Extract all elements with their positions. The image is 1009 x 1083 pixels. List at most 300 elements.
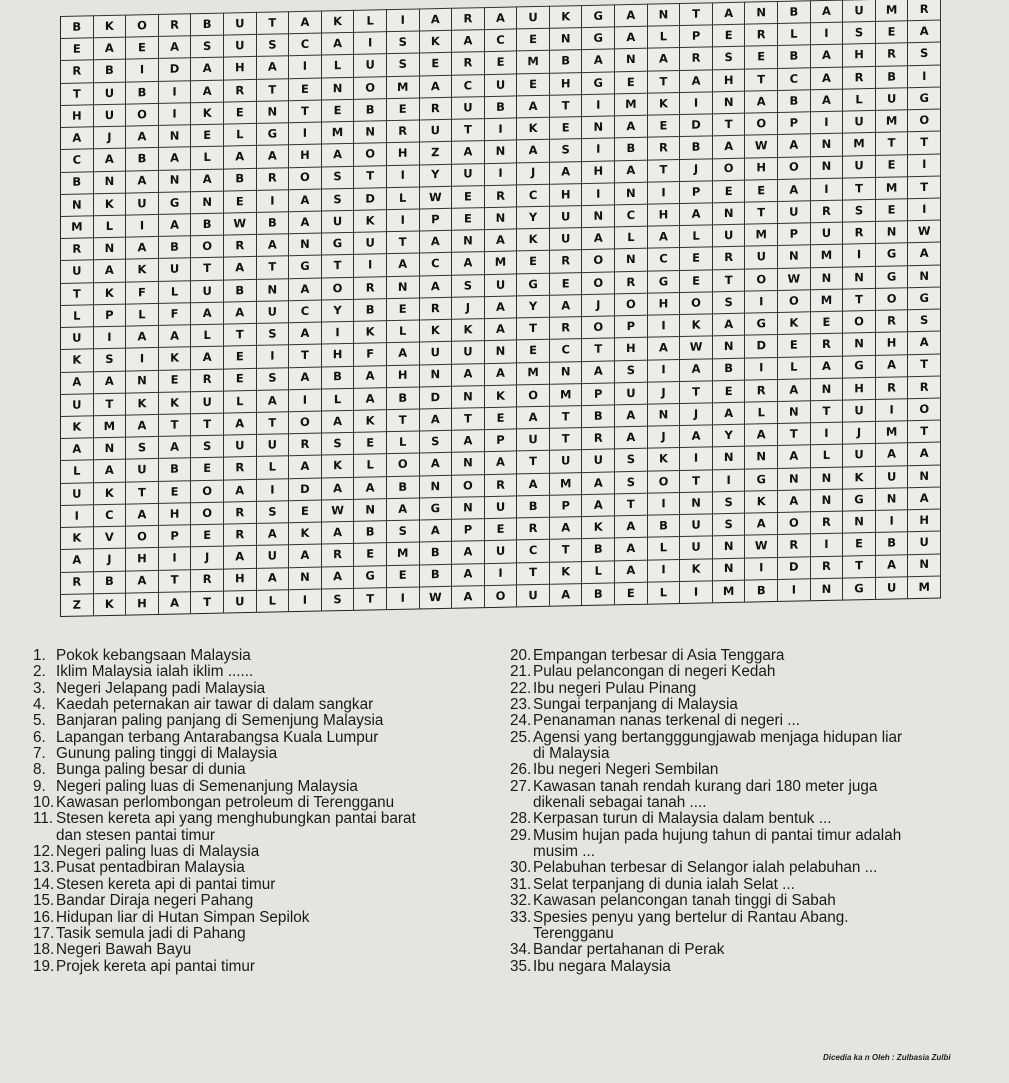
grid-cell: K — [94, 481, 127, 504]
grid-cell: H — [648, 203, 681, 226]
grid-cell: S — [94, 348, 127, 371]
grid-cell: A — [876, 354, 909, 377]
grid-cell: T — [322, 254, 355, 277]
grid-cell: S — [322, 588, 355, 611]
grid-cell: A — [876, 443, 909, 466]
grid-cell: U — [811, 222, 844, 245]
grid-cell: G — [257, 122, 290, 145]
grid-cell: K — [94, 281, 127, 304]
grid-cell: U — [680, 513, 713, 536]
grid-cell: T — [843, 554, 876, 577]
clue-list-left — [33, 648, 503, 975]
grid-cell: R — [191, 568, 224, 591]
clue-item — [33, 713, 503, 729]
grid-cell: R — [322, 543, 355, 566]
grid-cell: A — [680, 202, 713, 225]
grid-cell: A — [159, 591, 192, 614]
clue-number: 20. — [510, 647, 532, 664]
grid-cell: N — [485, 206, 518, 229]
grid-cell: A — [322, 476, 355, 499]
grid-cell: T — [61, 282, 94, 305]
grid-cell: O — [582, 249, 615, 272]
grid-cell: T — [517, 561, 550, 584]
grid-cell: D — [159, 58, 192, 81]
grid-cell: U — [420, 119, 453, 142]
grid-cell: M — [61, 215, 94, 238]
grid-cell: A — [159, 35, 192, 58]
grid-cell: M — [387, 75, 420, 98]
grid-cell: R — [876, 309, 909, 332]
grid-cell: E — [61, 38, 94, 61]
grid-cell: R — [550, 316, 583, 339]
grid-cell: K — [126, 258, 159, 281]
grid-cell: S — [322, 165, 355, 188]
grid-cell: K — [354, 209, 387, 232]
grid-cell: H — [289, 144, 322, 167]
grid-cell: S — [550, 138, 583, 161]
grid-cell: O — [843, 310, 876, 333]
grid-cell: A — [452, 140, 485, 163]
grid-cell: Z — [61, 593, 94, 616]
grid-cell: T — [191, 413, 224, 436]
grid-cell: T — [289, 99, 322, 122]
grid-cell: I — [289, 122, 322, 145]
grid-cell: U — [876, 87, 909, 110]
grid-cell: I — [876, 398, 909, 421]
grid-cell: A — [615, 26, 648, 49]
grid-cell: E — [713, 179, 746, 202]
grid-cell: P — [550, 494, 583, 517]
grid-cell: U — [257, 545, 290, 568]
clue-text: Pelabuhan terbesar di Selangor ialah pelabuhan ... — [533, 859, 878, 877]
grid-cell: L — [191, 146, 224, 169]
grid-cell: T — [680, 380, 713, 403]
grid-cell: A — [126, 125, 159, 148]
grid-cell: L — [680, 225, 713, 248]
grid-cell: E — [224, 345, 257, 368]
grid-cell: T — [648, 70, 681, 93]
grid-cell: W — [224, 212, 257, 235]
clue-text: Pusat pentadbiran Malaysia — [56, 859, 245, 877]
grid-cell: A — [582, 360, 615, 383]
grid-cell: T — [289, 344, 322, 367]
grid-cell: U — [680, 536, 713, 559]
clue-text: Kawasan pelancongan tanah tinggi di Sabah — [533, 892, 836, 910]
grid-cell: C — [485, 29, 518, 52]
grid-cell: U — [354, 231, 387, 254]
grid-cell: I — [354, 31, 387, 54]
grid-cell: B — [257, 211, 290, 234]
grid-cell: U — [257, 300, 290, 323]
grid-cell: F — [126, 281, 159, 304]
grid-cell: S — [322, 188, 355, 211]
grid-cell: H — [582, 160, 615, 183]
grid-cell: L — [648, 536, 681, 559]
grid-cell: U — [615, 381, 648, 404]
grid-cell: O — [778, 511, 811, 534]
grid-cell: G — [354, 565, 387, 588]
grid-cell: A — [224, 301, 257, 324]
clue-number: 25. — [510, 728, 532, 746]
grid-cell: R — [778, 534, 811, 557]
grid-cell: B — [224, 279, 257, 302]
clue-item — [33, 959, 503, 975]
grid-cell: N — [257, 278, 290, 301]
grid-cell: H — [713, 68, 746, 91]
grid-cell: R — [811, 333, 844, 356]
clue-number: 7. — [33, 745, 46, 763]
grid-cell: N — [648, 3, 681, 26]
grid-cell: U — [61, 260, 94, 283]
grid-cell: E — [354, 431, 387, 454]
grid-cell: R — [387, 120, 420, 143]
grid-cell: C — [517, 184, 550, 207]
grid-cell: R — [582, 427, 615, 450]
grid-cell: I — [126, 58, 159, 81]
grid-cell: U — [452, 340, 485, 363]
clue-item — [510, 681, 995, 697]
grid-cell: A — [908, 331, 941, 354]
grid-cell: A — [582, 227, 615, 250]
grid-cell: R — [908, 375, 941, 398]
grid-cell: N — [420, 363, 453, 386]
grid-cell: K — [289, 522, 322, 545]
grid-cell: K — [159, 391, 192, 414]
grid-cell: I — [582, 138, 615, 161]
clue-number: 19. — [33, 957, 55, 975]
grid-cell: S — [257, 33, 290, 56]
grid-cell: O — [648, 470, 681, 493]
grid-cell: B — [876, 65, 909, 88]
grid-cell: P — [680, 25, 713, 48]
grid-cell: G — [322, 232, 355, 255]
grid-cell: O — [191, 235, 224, 258]
grid-cell: U — [550, 227, 583, 250]
clue-text: Tasik semula jadi di Pahang — [56, 924, 246, 942]
grid-cell: I — [811, 22, 844, 45]
grid-cell: F — [159, 302, 192, 325]
clue-item — [33, 860, 503, 876]
grid-cell: P — [615, 315, 648, 338]
clue-item — [33, 795, 503, 811]
grid-cell: K — [420, 30, 453, 53]
grid-cell: I — [713, 468, 746, 491]
grid-cell: O — [126, 525, 159, 548]
grid-cell: A — [61, 371, 94, 394]
grid-cell: T — [452, 118, 485, 141]
grid-cell: A — [550, 294, 583, 317]
grid-cell: U — [224, 434, 257, 457]
grid-cell: B — [94, 59, 127, 82]
grid-cell: A — [713, 2, 746, 25]
grid-cell: E — [680, 269, 713, 292]
grid-cell: R — [713, 246, 746, 269]
grid-cell: U — [550, 205, 583, 228]
grid-cell: L — [126, 303, 159, 326]
grid-cell: U — [94, 103, 127, 126]
grid-cell: V — [94, 526, 127, 549]
grid-cell: S — [843, 21, 876, 44]
grid-cell: P — [582, 382, 615, 405]
grid-cell: O — [582, 271, 615, 294]
clue-item — [510, 828, 995, 861]
grid-cell: I — [908, 64, 941, 87]
clue-list-right — [510, 648, 995, 975]
clue-item — [33, 730, 503, 746]
grid-cell: W — [745, 134, 778, 157]
grid-cell: K — [94, 192, 127, 215]
grid-cell: A — [61, 549, 94, 572]
clue-text: Musim hujan pada hujung tahun di pantai timur adalah musim ... — [533, 826, 902, 861]
clue-item — [33, 746, 503, 762]
grid-cell: O — [582, 315, 615, 338]
grid-cell: A — [452, 540, 485, 563]
grid-cell: S — [843, 199, 876, 222]
grid-cell: M — [517, 361, 550, 384]
grid-cell: G — [289, 255, 322, 278]
grid-cell: L — [354, 454, 387, 477]
grid-cell: A — [289, 211, 322, 234]
grid-cell: A — [745, 90, 778, 113]
grid-cell: A — [615, 426, 648, 449]
grid-cell: B — [354, 298, 387, 321]
grid-cell: I — [485, 562, 518, 585]
grid-cell: N — [61, 193, 94, 216]
grid-cell: T — [745, 68, 778, 91]
grid-cell: T — [550, 427, 583, 450]
grid-cell: J — [680, 158, 713, 181]
clue-item — [510, 648, 995, 664]
clue-item — [33, 681, 503, 697]
grid-cell: R — [61, 60, 94, 83]
grid-cell: B — [713, 357, 746, 380]
grid-cell: N — [582, 204, 615, 227]
grid-cell: A — [550, 161, 583, 184]
grid-cell: U — [843, 0, 876, 22]
grid-cell: P — [680, 180, 713, 203]
grid-cell: A — [354, 476, 387, 499]
grid-cell: G — [843, 354, 876, 377]
clue-number: 17. — [33, 924, 55, 942]
grid-cell: B — [582, 538, 615, 561]
clue-number: 28. — [510, 810, 532, 828]
clue-item — [510, 713, 995, 729]
grid-cell: O — [745, 112, 778, 135]
grid-cell: S — [713, 513, 746, 536]
grid-cell: M — [322, 121, 355, 144]
clue-number: 15. — [33, 892, 55, 910]
grid-cell: K — [420, 319, 453, 342]
clue-text: Ibu negeri Negeri Sembilan — [533, 761, 719, 779]
grid-cell: A — [713, 402, 746, 425]
grid-cell: B — [191, 213, 224, 236]
grid-cell: N — [420, 474, 453, 497]
grid-cell: T — [61, 82, 94, 105]
clue-item — [33, 893, 503, 909]
grid-cell: B — [420, 563, 453, 586]
grid-cell: O — [908, 109, 941, 132]
grid-cell: M — [387, 542, 420, 565]
grid-cell: B — [550, 49, 583, 72]
grid-cell: I — [257, 478, 290, 501]
grid-cell: A — [159, 324, 192, 347]
clue-number: 11. — [33, 810, 54, 828]
grid-cell: N — [811, 377, 844, 400]
grid-cell: U — [354, 54, 387, 77]
grid-cell: L — [159, 280, 192, 303]
grid-cell: U — [224, 590, 257, 613]
grid-cell: A — [485, 318, 518, 341]
grid-cell: N — [713, 202, 746, 225]
grid-cell: E — [289, 499, 322, 522]
grid-cell: K — [191, 101, 224, 124]
grid-cell: O — [354, 76, 387, 99]
clue-text: Kerpasan turun di Malaysia dalam bentuk ... — [533, 810, 832, 828]
grid-cell: N — [289, 233, 322, 256]
clue-number: 6. — [33, 728, 46, 746]
grid-cell: I — [876, 509, 909, 532]
grid-cell: O — [778, 156, 811, 179]
clue-number: 14. — [33, 875, 55, 893]
grid-cell: L — [778, 22, 811, 45]
grid-cell: O — [126, 14, 159, 37]
grid-cell: I — [843, 243, 876, 266]
clue-item — [33, 844, 503, 860]
grid-cell: N — [550, 27, 583, 50]
grid-cell: A — [778, 134, 811, 157]
clue-item — [33, 942, 503, 958]
grid-cell: N — [582, 115, 615, 138]
grid-cell: L — [61, 460, 94, 483]
grid-cell: K — [582, 515, 615, 538]
grid-cell: I — [126, 347, 159, 370]
grid-cell: K — [94, 592, 127, 615]
grid-cell: L — [354, 9, 387, 32]
grid-cell: E — [191, 524, 224, 547]
clue-text: Gunung paling tinggi di Malaysia — [56, 745, 278, 763]
grid-cell: M — [713, 579, 746, 602]
grid-cell: S — [615, 448, 648, 471]
grid-cell: U — [126, 458, 159, 481]
grid-cell: R — [224, 456, 257, 479]
grid-cell: A — [289, 322, 322, 345]
grid-cell: L — [322, 54, 355, 77]
grid-cell: A — [452, 429, 485, 452]
grid-cell: U — [322, 210, 355, 233]
grid-cell: N — [452, 496, 485, 519]
clue-text: Negeri paling luas di Malaysia — [56, 843, 260, 861]
grid-cell: A — [517, 472, 550, 495]
grid-cell: R — [354, 276, 387, 299]
grid-cell: A — [159, 435, 192, 458]
grid-cell: K — [550, 5, 583, 28]
grid-cell: A — [94, 370, 127, 393]
grid-cell: S — [908, 42, 941, 65]
clue-text: Agensi yang bertangggungjawab menjaga hidupan liar di Malaysia — [533, 728, 903, 763]
grid-cell: A — [257, 145, 290, 168]
grid-cell: N — [713, 335, 746, 358]
clue-number: 16. — [33, 908, 55, 926]
grid-cell: N — [191, 190, 224, 213]
grid-cell: D — [778, 556, 811, 579]
clue-text: Banjaran paling panjang di Semenjung Malaysia — [56, 712, 384, 730]
grid-cell: T — [354, 165, 387, 188]
grid-cell: A — [289, 455, 322, 478]
grid-cell: E — [387, 97, 420, 120]
grid-cell: A — [452, 585, 485, 608]
grid-cell: A — [126, 325, 159, 348]
grid-cell: N — [713, 535, 746, 558]
grid-cell: A — [224, 412, 257, 435]
grid-cell: C — [550, 338, 583, 361]
clue-number: 13. — [33, 859, 55, 877]
grid-cell: A — [811, 0, 844, 22]
grid-cell: H — [843, 377, 876, 400]
grid-cell: C — [615, 204, 648, 227]
grid-cell: A — [289, 544, 322, 567]
grid-cell: E — [811, 311, 844, 334]
grid-cell: B — [61, 171, 94, 194]
grid-cell: A — [94, 459, 127, 482]
grid-cell: W — [420, 186, 453, 209]
grid-cell: E — [713, 24, 746, 47]
clue-text: Iklim Malaysia ialah iklim ...... — [56, 663, 254, 681]
grid-cell: M — [745, 223, 778, 246]
grid-cell: A — [615, 537, 648, 560]
grid-cell: T — [550, 538, 583, 561]
grid-cell: E — [452, 185, 485, 208]
grid-cell: R — [61, 571, 94, 594]
grid-cell: Z — [420, 141, 453, 164]
grid-cell: S — [322, 432, 355, 455]
grid-cell: R — [745, 23, 778, 46]
grid-cell: K — [550, 561, 583, 584]
grid-cell: H — [615, 337, 648, 360]
grid-cell: A — [517, 95, 550, 118]
grid-cell: L — [387, 186, 420, 209]
grid-cell: T — [648, 159, 681, 182]
clue-text: Negeri Bawah Bayu — [56, 941, 192, 959]
grid-cell: N — [485, 340, 518, 363]
grid-cell: U — [843, 110, 876, 133]
clue-text: Negeri paling luas di Semenanjung Malaysia — [56, 777, 358, 795]
grid-cell: A — [615, 515, 648, 538]
grid-cell: K — [94, 15, 127, 38]
grid-cell: T — [159, 413, 192, 436]
grid-cell: O — [126, 103, 159, 126]
clue-number: 10. — [33, 794, 55, 812]
grid-cell: H — [550, 183, 583, 206]
grid-cell: A — [257, 567, 290, 590]
word-search-grid — [60, 0, 941, 617]
grid-cell: I — [811, 422, 844, 445]
grid-cell: N — [843, 332, 876, 355]
grid-cell: N — [713, 446, 746, 469]
grid-cell: A — [420, 8, 453, 31]
grid-cell: S — [257, 500, 290, 523]
clue-item — [33, 648, 503, 664]
grid-cell: T — [908, 131, 941, 154]
grid-cell: A — [354, 387, 387, 410]
grid-cell: I — [745, 357, 778, 380]
grid-cell: S — [713, 291, 746, 314]
grid-cell: P — [452, 518, 485, 541]
grid-cell: A — [126, 414, 159, 437]
clue-item — [33, 762, 503, 778]
grid-cell: W — [745, 534, 778, 557]
grid-cell: B — [159, 235, 192, 258]
grid-cell: K — [648, 92, 681, 115]
